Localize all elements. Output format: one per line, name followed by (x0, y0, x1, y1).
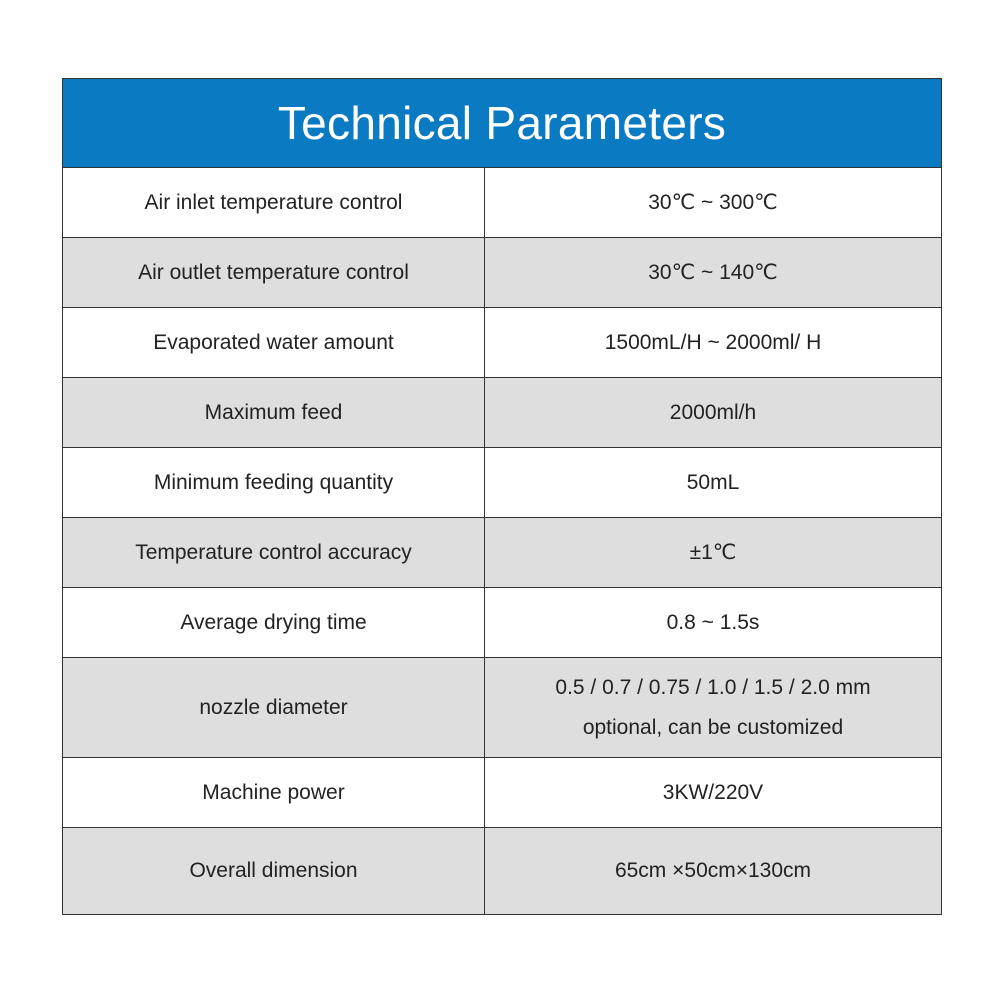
parameter-value (485, 658, 942, 758)
parameter-label: Maximum feed (63, 378, 485, 448)
parameter-value: 0.8 ~ 1.5s (485, 588, 942, 658)
parameter-label: Air outlet temperature control (63, 238, 485, 308)
table-row (63, 658, 941, 758)
table-row (63, 588, 941, 658)
parameter-value: 30℃ ~ 300℃ (648, 190, 778, 214)
parameter-label: Machine power (63, 758, 485, 828)
parameter-label: Overall dimension (63, 828, 485, 915)
table-row (63, 308, 941, 378)
page-title: Technical Parameters (63, 79, 941, 168)
parameter-label: Average drying time (63, 588, 485, 658)
table-row (63, 828, 941, 915)
parameter-label: Minimum feeding quantity (63, 448, 485, 518)
table-row (63, 518, 941, 588)
table-row (63, 238, 941, 308)
parameter-value: 2000ml/h (485, 378, 942, 448)
parameter-value: ±1℃ (485, 518, 942, 588)
parameter-value: 1500mL/H ~ 2000ml/ H (485, 308, 942, 378)
parameter-label: nozzle diameter (63, 658, 485, 758)
parameter-value-line: 0.5 / 0.7 / 0.75 / 1.0 / 1.5 / 2.0 mm (555, 675, 871, 699)
table-row (63, 378, 941, 448)
parameter-value: 3KW/220V (485, 758, 942, 828)
parameter-value: 30℃ ~ 140℃ (485, 238, 942, 308)
parameter-value-line: optional, can be customized (582, 715, 844, 739)
parameter-label: Temperature control accuracy (63, 518, 485, 588)
table-row (63, 448, 941, 518)
parameter-label: Evaporated water amount (63, 308, 485, 378)
table-row (63, 168, 941, 238)
table-row (63, 758, 941, 828)
parameter-value: 65cm ×50cm×130cm (485, 828, 942, 915)
spec-table (63, 168, 941, 914)
parameter-label: Air inlet temperature control (63, 168, 485, 238)
parameter-value: 50mL (485, 448, 942, 518)
spec-card (62, 78, 942, 915)
